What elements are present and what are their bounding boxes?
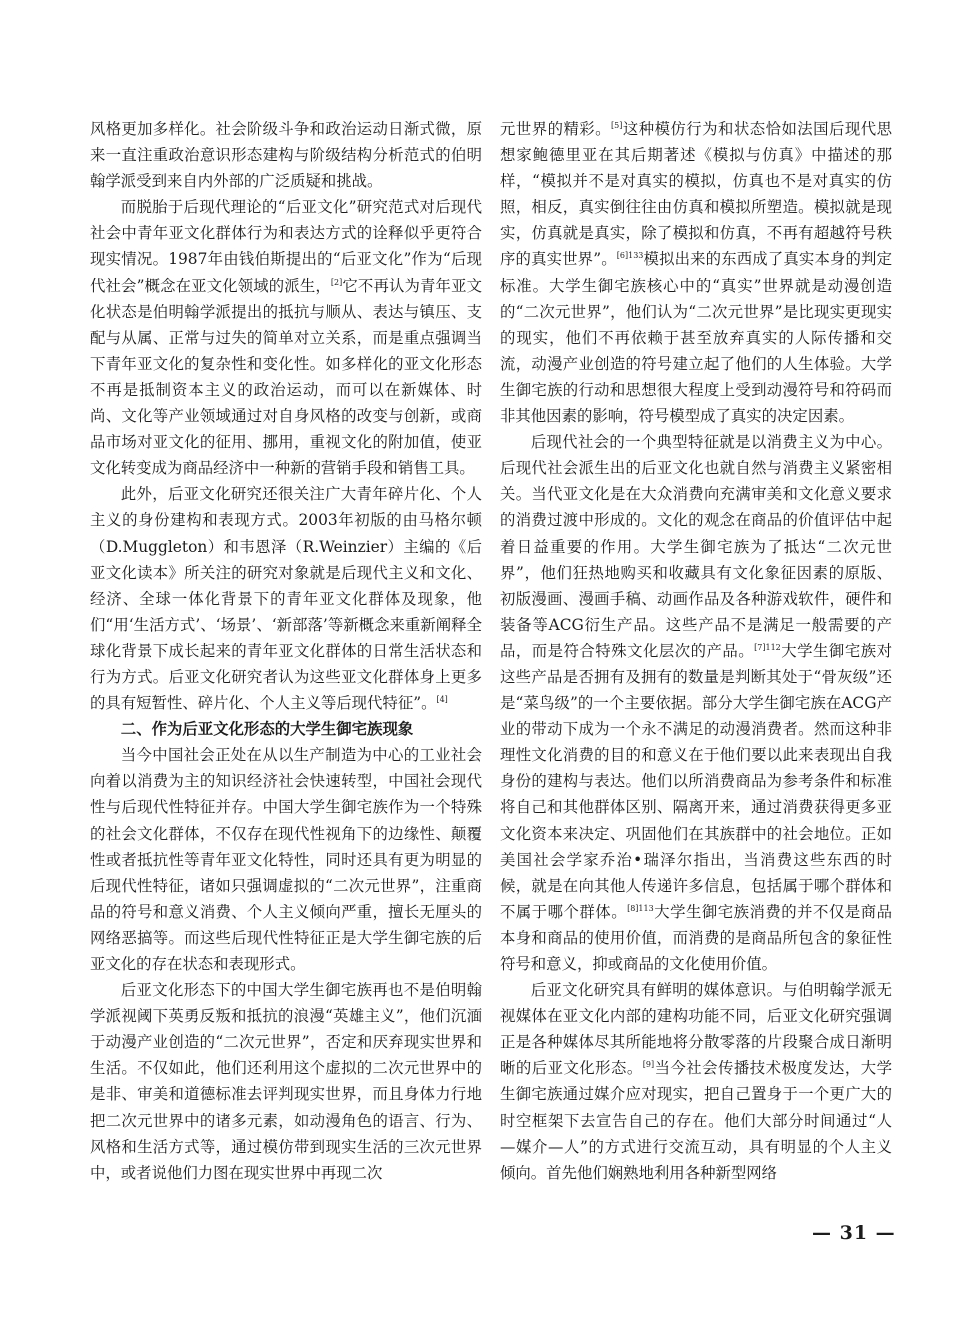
paragraph [500, 977, 892, 1186]
paragraph [500, 429, 892, 977]
page-number: — 31 — [812, 1222, 896, 1244]
paragraph-text: 大学生御宅族对这些产品是否拥有及拥有的数量是判断其处于“骨灰级”还是“菜鸟级”的一个主要依据。部分大学生御宅族在ACG产业的带动下成为一个永不满足的动漫消费者。然而这种非理性文化消费的目的和意义在于他们要以此来表现出自我身份的建构与表达。他们以所消费商品为参考条件和标准将自己和其他群体区别、隔离开来，通过消费获得更多亚文化资本来决定、巩固他们在其族群中的社会地位。正如美国社会学家乔治•瑞泽尔指出，当消费这些东西的时候，就是在向其他人传递许多信息，包括属于哪个群体和不属于哪个群体。 [500, 641, 892, 921]
citation-ref: [7]112 [754, 642, 781, 652]
paragraph-text: 风格更加多样化。社会阶级斗争和政治运动日渐式微，原来一直注重政治意识形态建构与阶级结构分析范式的伯明翰学派受到来自内外部的广泛质疑和挑战。 [90, 120, 482, 191]
citation-ref: [9] [642, 1060, 655, 1070]
paragraph-text: 当今中国社会正处在从以生产制造为中心的工业社会向着以消费为主的知识经济社会快速转型，中国社会现代性与后现代性特征并存。中国大学生御宅族作为一个特殊的社会文化群体，不仅存在现代性视角下的边缘性、颠覆性或者抵抗性等青年亚文化特性，同时还具有更为明显的后现代性特征，诸如只强调虚拟的“二次元世界”，注重商品的符号和意义消费、个人主义倾向严重，擅长无厘头的网络恶搞等。而这些后现代性特征正是大学生御宅族的后亚文化的存在状态和表现形式。 [90, 746, 482, 973]
paragraph [90, 742, 482, 977]
paragraph [90, 977, 482, 1186]
paragraph-text: 元世界的精彩。 [500, 120, 612, 138]
paragraph [90, 481, 482, 716]
paragraph-text: 当今社会传播技术极度发达，大学生御宅族通过媒介应对现实，把自己置身于一个更广大的时空框架下去宣告自己的存在。他们大部分时间通过“人—媒介—人”的方式进行交流互动，具有明显的个人主义倾向。首先他们娴熟地利用各种新型网络 [500, 1059, 892, 1182]
paragraph-text: 这种模仿行为和状态恰如法国后现代思想家鲍德里亚在其后期著述《模拟与仿真》中描述的那样，“模拟并不是对真实的模拟，仿真也不是对真实的仿照，相反，真实倒往往由仿真和模拟所塑造。模拟就是现实，仿真就是真实，除了模拟和仿真，不再有超越符号秩序的真实世界”。 [500, 120, 892, 269]
citation-ref: [8]113 [627, 903, 654, 913]
paragraph-text: 后亚文化研究具有鲜明的媒体意识。与伯明翰学派无视媒体在亚文化内部的建构功能不同，后亚文化研究强调正是各种媒体尽其所能地将分散零落的片段聚合成日渐明晰的后亚文化形态。 [500, 981, 892, 1078]
paragraph-text: 后现代社会的一个典型特征就是以消费主义为中心。后现代社会派生出的后亚文化也就自然与消费主义紧密相关。当代亚文化是在大众消费向充满审美和文化意义要求的消费过渡中形成的。文化的观念在商品的价值评估中起着日益重要的作用。大学生御宅族为了抵达“二次元世界”，他们狂热地购买和收藏具有文化象征因素的原版、初版漫画、漫画手稿、动画作品及各种游戏软件，硬件和装备等ACG衍生产品。这些产品不是满足一般需要的产品，而是符合特殊文化层次的产品。 [500, 433, 892, 660]
paragraph-text: 模拟出来的东西成了真实本身的判定标准。大学生御宅族核心中的“真实”世界就是动漫创造的“二次元世界”，他们认为“二次元世界”是比现实更现实的现实，他们不再依赖于甚至放弃真实的人际传播和交流，动漫产业创造的符号建立起了他们的人生体验。大学生御宅族的行动和思想很大程度上受到动漫符号和符码而非其他因素的影响，符号模型成了真实的决定因素。 [500, 250, 892, 426]
paragraph-text: 而脱胎于后现代理论的“后亚文化”研究范式对后现代社会中青年亚文化群体行为和表达方式的诠释似乎更符合现实情况。1987年由钱伯斯提出的“后亚文化”作为“后现代社会”概念在亚文化领域的派生， [90, 198, 482, 295]
citation-ref: [6]133 [616, 251, 644, 261]
paragraph-text: 大学生御宅族消费的并不仅是商品本身和商品的使用价值，而消费的是商品所包含的象征性符号和意义，抑或商品的文化使用价值。 [500, 902, 892, 973]
paragraph-text: 它不再认为青年亚文化状态是伯明翰学派提出的抵抗与顺从、表达与镇压、支配与从属、正常与过失的简单对立关系，而是重点强调当下青年亚文化的复杂性和变化性。如多样化的亚文化形态不再是抵制资本主义的政治运动，而可以在新媒体、时尚、文化等产业领域通过对自身风格的改变与创新，或商品市场对亚文化的征用、挪用，重视文化的附加值，使亚文化转变成为商品经济中一种新的营销手段和销售工具。 [90, 276, 482, 478]
left-column [90, 116, 482, 1186]
citation-ref: [4] [436, 695, 448, 705]
paragraph [90, 194, 482, 481]
paragraph [90, 116, 482, 194]
paragraph-text: 后亚文化形态下的中国大学生御宅族再也不是伯明翰学派视阈下英勇反叛和抵抗的浪漫“英雄主义”，他们沉湎于动漫产业创造的“二次元世界”，否定和厌弃现实世界和生活。不仅如此，他们还利用这个虚拟的二次元世界中的是非、审美和道德标准去评判现实世界，而且身体力行地把二次元世界中的诸多元素，如动漫角色的语言、行为、风格和生活方式等，通过模仿带到现实生活的三次元世界中，或者说他们力图在现实世界中再现二次 [90, 981, 482, 1182]
paragraph [500, 116, 892, 429]
paragraph-text: 此外，后亚文化研究还很关注广大青年碎片化、个人主义的身份建构和表现方式。2003年初版的由马格尔顿（D.Muggleton）和韦恩泽（R.Weinzier）主编的《后亚文化读本》所关注的研究对象就是后现代主义和文化、经济、全球一体化背景下的青年亚文化群体及现象，他们“用‘生活方式’、‘场景’、‘新部落’等新概念来重新阐释全球化背景下成长起来的青年亚文化群体的日常生活状态和行为方式。后亚文化研究者认为这些亚文化群体身上更多的具有短暂性、碎片化、个人主义等后现代特征”。 [90, 485, 482, 713]
section-heading: 二、作为后亚文化形态的大学生御宅族现象 [120, 720, 414, 739]
citation-ref: [2] [330, 277, 343, 287]
citation-ref: [5] [611, 121, 623, 130]
right-column [500, 116, 892, 1186]
